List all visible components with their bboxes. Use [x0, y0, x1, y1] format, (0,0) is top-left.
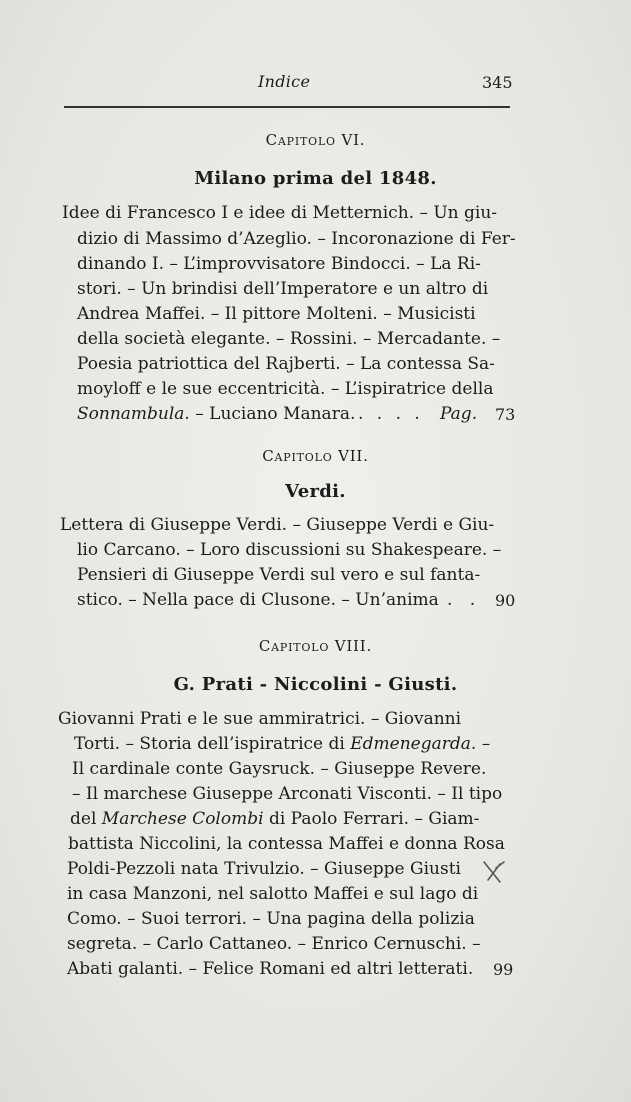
- chapter-7-line: lio Carcano. – Loro discussioni su Shakespeare. –: [77, 540, 502, 560]
- chapter-8-page-number: 99: [493, 960, 514, 979]
- chapter-6-line: dinando I. – L’improvvisatore Bindocci. – La Ri-: [77, 254, 481, 274]
- header-rule: [64, 106, 510, 108]
- line-text: del: [70, 809, 102, 829]
- chapter-8-line: battista Niccolini, la contessa Maffei e donna Rosa: [68, 834, 505, 854]
- chapter-6-line: dizio di Massimo d’Azeglio. – Incoronazione di Fer-: [77, 229, 516, 249]
- line-text: Torti. – Storia dell’ispiratrice di: [74, 734, 351, 754]
- chapter-8-line: Giovanni Prati e le sue ammiratrici. – Giovanni: [58, 709, 462, 729]
- chapter-8-line: Poldi-Pezzoli nata Trivulzio. – Giuseppe Giusti: [67, 859, 461, 879]
- chapter-6-line: Andrea Maffei. – Il pittore Molteni. – Musicisti: [77, 304, 476, 324]
- chapter-8-label: Capitolo VIII.: [258, 637, 373, 655]
- chapter-7-line: Lettera di Giuseppe Verdi. – Giuseppe Verdi e Giu-: [60, 515, 495, 535]
- italic-title: Edmenegarda.: [350, 734, 477, 754]
- running-head-title: Indice: [258, 72, 311, 91]
- running-head-page-number: 345: [482, 73, 513, 92]
- leader-dots: . .: [447, 590, 482, 610]
- chapter-6-last-line: [77, 404, 355, 424]
- chapter-8-line: Como. – Suoi terrori. – Una pagina della polizia: [67, 909, 475, 929]
- italic-title: Sonnambula.: [77, 404, 190, 424]
- chapter-8-title: G. Prati - Niccolini - Giusti.: [173, 674, 458, 695]
- chapter-8-line: [74, 734, 490, 754]
- chapter-6-line: Idee di Francesco I e idee di Metternich. – Un giu-: [62, 203, 498, 223]
- chapter-8-line: Il cardinale conte Gaysruck. – Giuseppe Revere.: [72, 759, 487, 779]
- line-text: –: [476, 734, 491, 754]
- chapter-6-page-number: 73: [495, 405, 516, 424]
- chapter-7-line: Pensieri di Giuseppe Verdi sul vero e sul fanta-: [77, 565, 481, 585]
- chapter-6-line: moyloff e le sue eccentricità. – L’ispiratrice della: [77, 379, 494, 399]
- chapter-7-title: Verdi.: [285, 481, 346, 502]
- chapter-6-title: Milano prima del 1848.: [194, 168, 437, 189]
- pag-label: Pag.: [440, 404, 478, 424]
- chapter-6-line: stori. – Un brindisi dell’Imperatore e un altro di: [77, 279, 489, 299]
- chapter-8-line: [70, 809, 479, 829]
- chapter-7-last-line: stico. – Nella pace di Clusone. – Un’anima: [77, 590, 439, 610]
- chapter-6-label: Capitolo VI.: [265, 131, 366, 149]
- chapter-8-line: in casa Manzoni, nel salotto Maffei e sul lago di: [67, 884, 479, 904]
- chapter-7-label: Capitolo VII.: [262, 447, 369, 465]
- chapter-7-page-number: 90: [495, 591, 516, 610]
- chapter-8-line: segreta. – Carlo Cattaneo. – Enrico Cernuschi. –: [67, 934, 481, 954]
- chapter-8-line: Abati galanti. – Felice Romani ed altri letterati.: [67, 959, 474, 979]
- leader-dots: . . . .: [358, 404, 424, 424]
- italic-title: Marchese Colombi: [101, 809, 264, 829]
- line-text: di Paolo Ferrari. – Giam-: [263, 809, 480, 829]
- pencil-mark-icon: [480, 858, 508, 888]
- chapter-8-line: – Il marchese Giuseppe Arconati Visconti. – Il tipo: [72, 784, 503, 804]
- chapter-6-line: Poesia patriottica del Rajberti. – La contessa Sa-: [77, 354, 495, 374]
- line-text: – Luciano Manara.: [189, 404, 356, 424]
- chapter-6-line: della società elegante. – Rossini. – Mercadante. –: [77, 329, 501, 349]
